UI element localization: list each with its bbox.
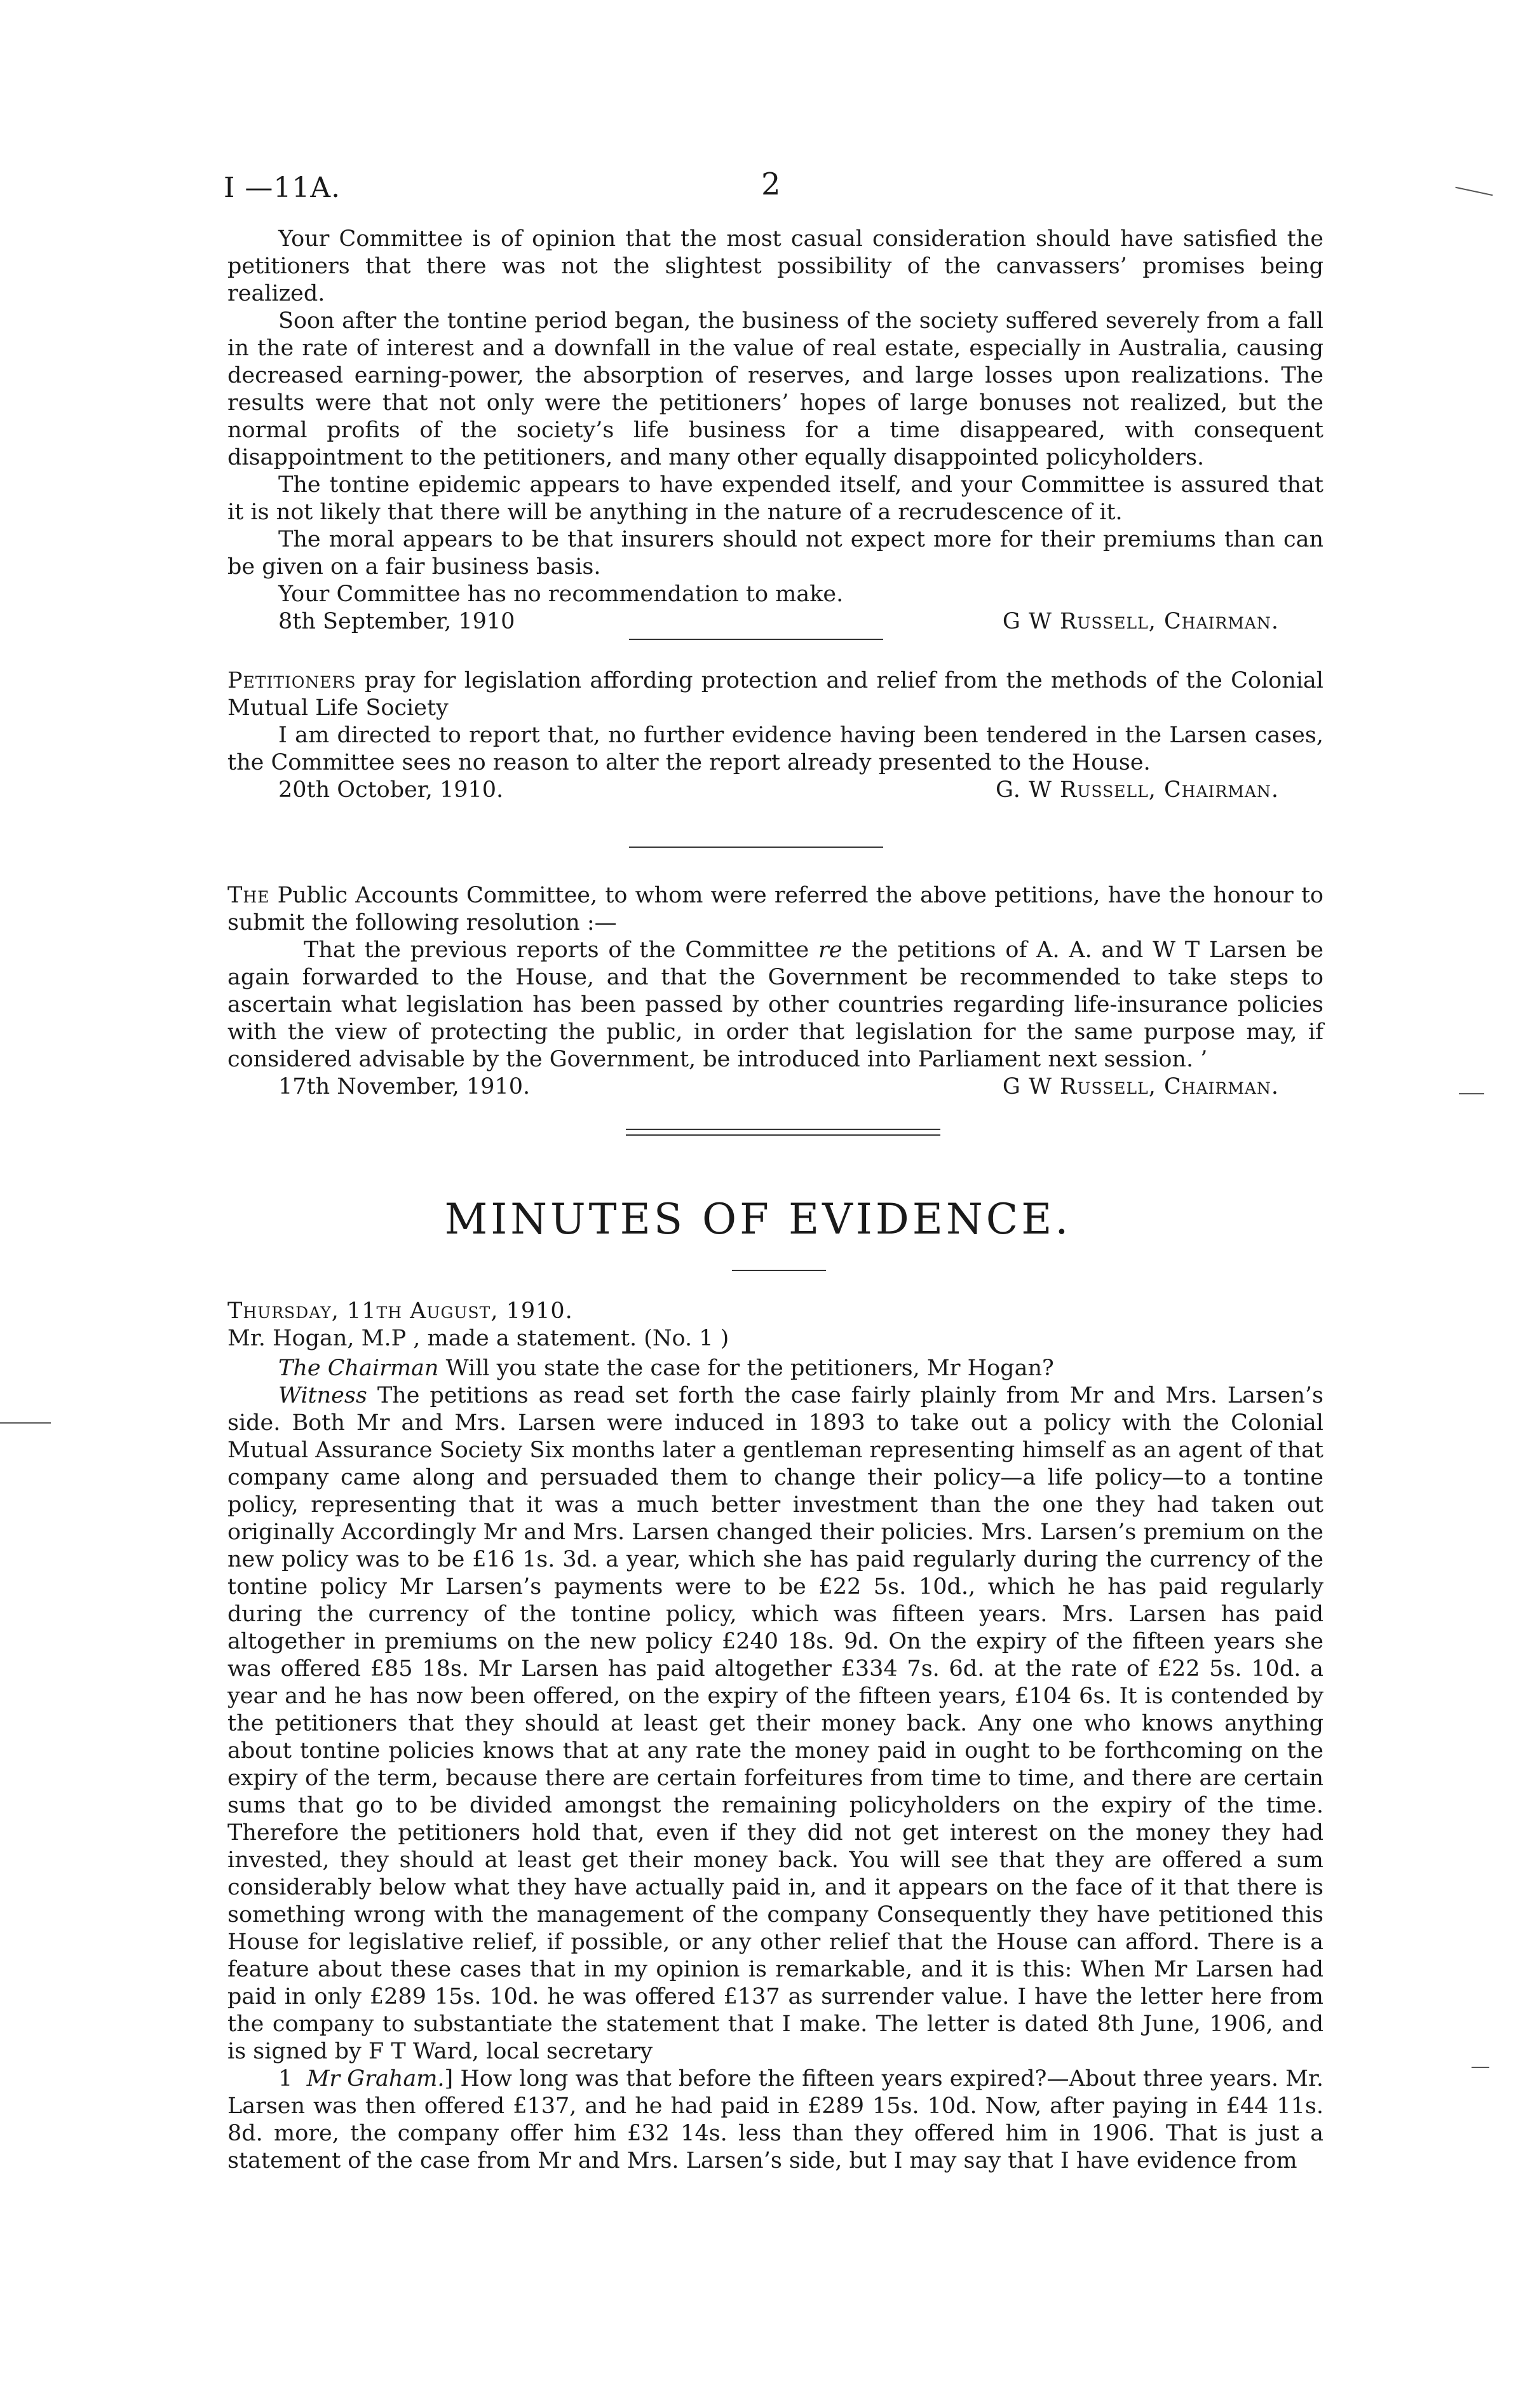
- petition-lead: Petitioners: [227, 668, 356, 693]
- resolution-intro: [227, 882, 1323, 937]
- scan-mark: [0, 1422, 51, 1424]
- petition-prayer: [227, 667, 1323, 722]
- question-1: [227, 2065, 1323, 2175]
- question-text: Will you state the case for the petitioners, Mr Hogan?: [438, 1356, 1054, 1381]
- question-number: 1: [278, 2066, 293, 2092]
- report-paragraph: Soon after the tontine period began, the business of the society suffered severely from a fall in the rate of interest and a downfall in the value of real estate, especially in Australia, causing decreased earning-power, the absorption of reserves, and large losses upon realizations. The results were that not only were the petitioners’ hopes of large bonuses not realized, but the normal profits of the society’s life business for a time disappeared, with consequent disappointment to the petitioners, and many other equally disappointed policyholders.: [227, 308, 1323, 470]
- section-divider: [629, 847, 883, 848]
- answer-text: The petitions as read set forth the case fairly plainly from Mr and Mrs. Larsen’s side. Both Mr and Mrs. Larsen were induced in 1893 to take out a policy with the Colonial Mutual Assurance Society Six months later a gentleman representing himself as an agent of that company came along and persuaded them to change their policy—a life policy—to a tontine policy, representing that it was a much better investment than the one they had taken out originally Accordingly Mr and Mrs. Larsen changed their policies. Mrs. Larsen’s premium on the new policy was to be £16 1s. 3d. a year, which she has paid regularly during the currency of the tontine policy Mr Larsen’s payments were to be £22 5s. 10d., which he has paid regularly during the currency of the tontine policy, which was fifteen years. Mrs. Larsen has paid altogether in premiums on the new policy £240 18s. 9d. On the expiry of the fifteen years she was offered £85 18s. Mr Larsen has paid altogether £334 7s. 6d. at the rate of £22 5s. 10d. a year and he has now been offered, on the expiry of the fifteen years, £104 6s. It is contended by the petitioners that they should at least get their money back. Any one who knows anything about tontine policies knows that at any rate the money paid in ought to be forthcoming on the expiry of the term, because there are certain forfeitures from time to time, and there are certain sums that go to be divided amongst the remaining policyholders on the expiry of the time. Therefore the petitioners hold that, even if they did not get interest on the money they had invested, they should at least get their money back. You will see that they are offered a sum considerably below what they have actually paid in, and it appears on the face of it that there is something wrong with the management of the company Consequently they have petitioned this House for legislative relief, if possible, or any other relief that the House can afford. There is a feature about these cases that in my opinion is remarkable, and it is this: When Mr Larsen had paid in only £289 15s. 10d. he was offered £137 as surrender value. I have the letter here from the company to substantiate the statement that I make. The letter is dated 8th June, 1906, and is signed by F T Ward, local secretary: [227, 1383, 1323, 2064]
- petition-signature: G. W Russell, Chairman.: [996, 777, 1279, 803]
- double-divider: [626, 1129, 940, 1136]
- report-signature: G W Russell, Chairman.: [1002, 609, 1279, 634]
- minutes-date: Thursday, 11th August, 1910.: [227, 1298, 573, 1324]
- petition-section: [227, 667, 1323, 804]
- resolution-signature-line: [227, 1073, 1323, 1101]
- statement-text: Mr. Hogan, M.P , made a statement. (No. 1 ): [227, 1326, 729, 1351]
- report-paragraph: The tontine epidemic appears to have expended itself, and your Committee is assured that it is not likely that there will be anything in the nature of a recrudescence of it.: [227, 472, 1323, 525]
- statement-line: [227, 1325, 1323, 1352]
- resolution-date: 17th November, 1910.: [278, 1074, 531, 1099]
- report-paragraph: The moral appears to be that insurers should not expect more for their premiums than can be given on a fair business basis.: [227, 527, 1323, 580]
- paper-reference: I —11A.: [224, 172, 341, 204]
- scan-mark: [1455, 187, 1492, 196]
- resolution-signature: G W Russell, Chairman.: [1002, 1074, 1279, 1099]
- petition-date: 20th October, 1910.: [278, 777, 504, 803]
- resolution-section: [227, 882, 1323, 1101]
- report-date: 8th September, 1910: [278, 609, 515, 634]
- committee-report: [227, 226, 1323, 636]
- report-signature-line: [227, 608, 1323, 636]
- speaker-chairman: The Chairman: [278, 1356, 439, 1381]
- minutes-title: MINUTES OF EVIDENCE.: [444, 1195, 1072, 1244]
- resolution-intro-text: Public Accounts Committee, to whom were referred the above petitions, have the honour to submit the following resolution :—: [227, 883, 1323, 935]
- question-1-text: ] How long was that before the fifteen years expired?—About three years. Mr. Larsen was then offered £137, and he had paid in £289 15s. 10d. Now, after paying in £44 11s. 8d. more, the company offer him £32 14s. less than they offered him in 1906. That is just a statement of the case from Mr and Mrs. Larsen’s side, but I may say that I have evidence from: [227, 2066, 1323, 2173]
- petition-prayer-text: pray for legislation affording protection and relief from the methods of the Colonial Mutual Life Society: [227, 668, 1323, 721]
- scan-mark: [1459, 1093, 1484, 1094]
- report-paragraph: Your Committee is of opinion that the most casual consideration should have satisfied the petitioners that there was not the slightest possibility of the canvassers’ promises being realized.: [227, 226, 1323, 306]
- chairman-question: [227, 1355, 1323, 1382]
- speaker-graham: Mr Graham.: [306, 2066, 445, 2092]
- petition-report: I am directed to report that, no further evidence having been tendered in the Larsen cases, the Committee sees no reason to alter the report already presented to the House.: [227, 723, 1323, 775]
- page-number: 2: [761, 167, 781, 202]
- minutes-of-evidence: [227, 1298, 1323, 2175]
- title-underline: [732, 1270, 826, 1271]
- section-divider: [629, 639, 883, 640]
- petition-signature-line: [227, 777, 1323, 804]
- resolution-lead: The: [227, 883, 270, 908]
- speaker-witness: Witness: [278, 1383, 367, 1408]
- witness-answer: [227, 1382, 1323, 2065]
- scan-mark: [1472, 2067, 1489, 2068]
- resolution-text: That the previous reports of the Committee re the petitions of A. A. and W T Larsen be again forwarded to the House, and that the Government be recommended to take steps to ascertain what legislation has been passed by other countries regarding life-insurance policies with the view of protecting the public, in order that legislation for the same purpose may, if considered advisable by the Government, be introduced into Parliament next session. ’: [227, 937, 1323, 1072]
- report-paragraph: Your Committee has no recommendation to make.: [278, 582, 844, 607]
